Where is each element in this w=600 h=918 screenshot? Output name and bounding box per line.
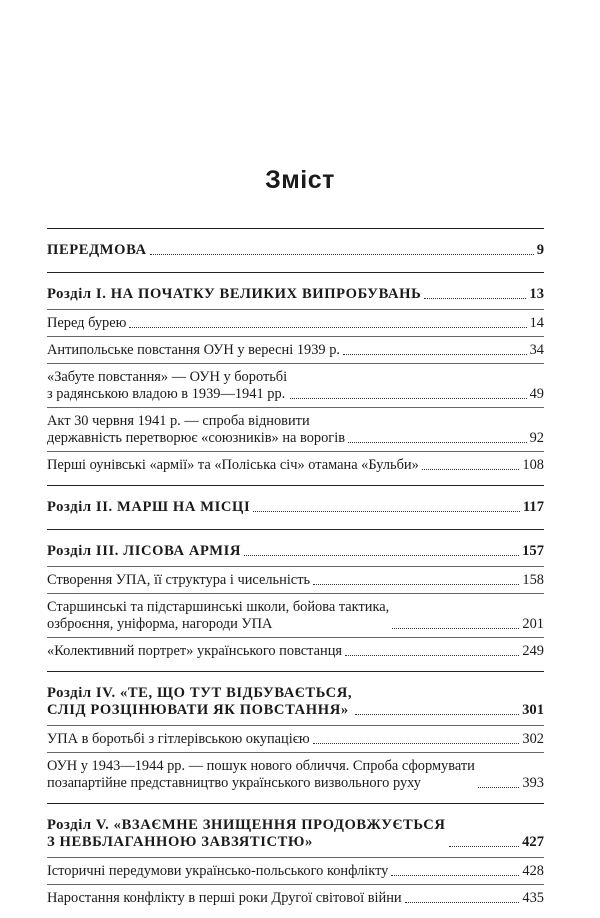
page-number: 249 [522, 643, 544, 659]
toc-section [47, 486, 544, 529]
dot-leader [345, 655, 519, 656]
dot-leader [343, 354, 527, 355]
page-title: Зміст [265, 166, 335, 194]
chapter-title [47, 242, 147, 259]
dot-leader [424, 298, 526, 299]
toc-section [47, 229, 544, 272]
page-number: 301 [522, 702, 544, 718]
toc-entry [47, 758, 544, 792]
title-line: Перші оунівські «армії» та «Поліська січ» отамана «Бульби» [47, 457, 419, 473]
dot-leader [150, 254, 534, 255]
dot-leader [348, 442, 527, 443]
entry-title [47, 599, 389, 633]
toc-entry [47, 643, 544, 660]
toc-entry [47, 599, 544, 633]
entry-title [47, 572, 310, 589]
dot-leader [313, 743, 520, 744]
entry-title [47, 315, 126, 332]
toc-section [47, 804, 544, 918]
page-number: 92 [529, 430, 544, 446]
entry-title [47, 731, 310, 748]
page-number: 302 [522, 731, 544, 747]
toc-chapter-heading [47, 685, 544, 719]
page-number: 117 [522, 499, 544, 515]
title-line: Створення УПА, її структура і чисельність [47, 572, 311, 588]
title-line: державність перетворює «союзників» на ворогів [47, 430, 345, 446]
page-number: 427 [522, 834, 544, 850]
entry-title [47, 369, 287, 403]
toc-entry [47, 457, 544, 474]
toc-section [47, 530, 544, 671]
dot-leader [449, 846, 520, 847]
dot-leader [355, 714, 519, 715]
entry-title [47, 342, 340, 359]
title-line: ОУН у 1943—1944 рр. — пошук нового обличчя. Спроба сформувати [47, 758, 475, 774]
dot-leader [129, 327, 526, 328]
chapter-title [47, 685, 352, 719]
title-line: «Забуте повстання» — ОУН у боротьбі [47, 369, 288, 385]
title-line: Історичні передумови українсько-польського конфлікту [47, 863, 389, 879]
toc-entry [47, 572, 544, 589]
page-number: 13 [529, 286, 544, 302]
toc-entry [47, 369, 544, 403]
page-number: 201 [522, 616, 544, 632]
entry-title [47, 890, 402, 907]
entry-title [47, 413, 345, 447]
title-line: УПА в боротьбі з гітлерівською окупацією [47, 731, 310, 747]
title-line: З НЕВБЛАГАННОЮ ЗАВЗЯТІСТЮ» [47, 834, 313, 850]
toc-entry [47, 413, 544, 447]
title-line: Наростання конфлікту в перші роки Другої світової війни [47, 890, 402, 906]
table-of-contents [47, 228, 544, 918]
dot-leader [313, 584, 519, 585]
entry-title [47, 863, 388, 880]
entry-title [47, 643, 342, 660]
title-line: озброєння, уніформа, нагороди УПА [47, 616, 273, 632]
page-number: 108 [522, 457, 544, 473]
page-number: 49 [529, 386, 544, 402]
toc-chapter-heading [47, 286, 544, 303]
dot-leader [290, 398, 526, 399]
chapter-title [47, 499, 250, 516]
chapter-title [47, 286, 421, 303]
page-number: 428 [522, 863, 544, 879]
chapter-title [47, 543, 241, 560]
title-line: Перед бурею [47, 315, 127, 331]
page-number: 157 [522, 543, 544, 559]
title-line: СЛІД РОЗЦІНЮВАТИ ЯК ПОВСТАННЯ» [47, 702, 349, 718]
entry-title [47, 457, 419, 474]
title-line: Антипольське повстання ОУН у вересні 1939 р. [47, 342, 341, 358]
toc-entry [47, 863, 544, 880]
title-line: Розділ II. МАРШ НА МІСЦІ [47, 499, 251, 515]
entry-title [47, 758, 475, 792]
title-line: ПЕРЕДМОВА [47, 242, 147, 258]
page-number: 14 [529, 315, 544, 331]
chapter-title [47, 817, 446, 851]
toc-entry [47, 890, 544, 907]
page-number: 435 [522, 890, 544, 906]
dot-leader [422, 469, 520, 470]
toc-section [47, 672, 544, 803]
toc-entry [47, 315, 544, 332]
title-line: з радянською владою в 1939—1941 рр. [47, 386, 286, 402]
dot-leader [391, 875, 519, 876]
title-line: Розділ IV. «ТЕ, ЩО ТУТ ВІДБУВАЄТЬСЯ, [47, 685, 353, 701]
dot-leader [478, 787, 520, 788]
title-line: Старшинські та підстаршинські школи, бойова тактика, [47, 599, 390, 615]
title-line: Розділ I. НА ПОЧАТКУ ВЕЛИКИХ ВИПРОБУВАНЬ [47, 286, 422, 302]
title-line: Розділ V. «ВЗАЄМНЕ ЗНИЩЕННЯ ПРОДОВЖУЄТЬСЯ [47, 817, 446, 833]
page-number: 34 [529, 342, 544, 358]
title-line: Розділ III. ЛІСОВА АРМІЯ [47, 543, 242, 559]
page-number: 393 [522, 775, 544, 791]
toc-chapter-heading [47, 817, 544, 851]
toc-section [47, 273, 544, 485]
dot-leader [244, 555, 519, 556]
toc-chapter-heading [47, 242, 544, 259]
toc-chapter-heading [47, 499, 544, 516]
dot-leader [392, 628, 519, 629]
page-number: 9 [536, 242, 544, 258]
dot-leader [253, 511, 520, 512]
page-number: 158 [522, 572, 544, 588]
title-line: Акт 30 червня 1941 р. — спроба відновити [47, 413, 310, 429]
title-line: позапартійне представництво українського визвольного руху [47, 775, 421, 791]
toc-entry [47, 731, 544, 748]
toc-chapter-heading [47, 543, 544, 560]
toc-entry [47, 342, 544, 359]
title-line: «Колективний портрет» українського повстанця [47, 643, 343, 659]
